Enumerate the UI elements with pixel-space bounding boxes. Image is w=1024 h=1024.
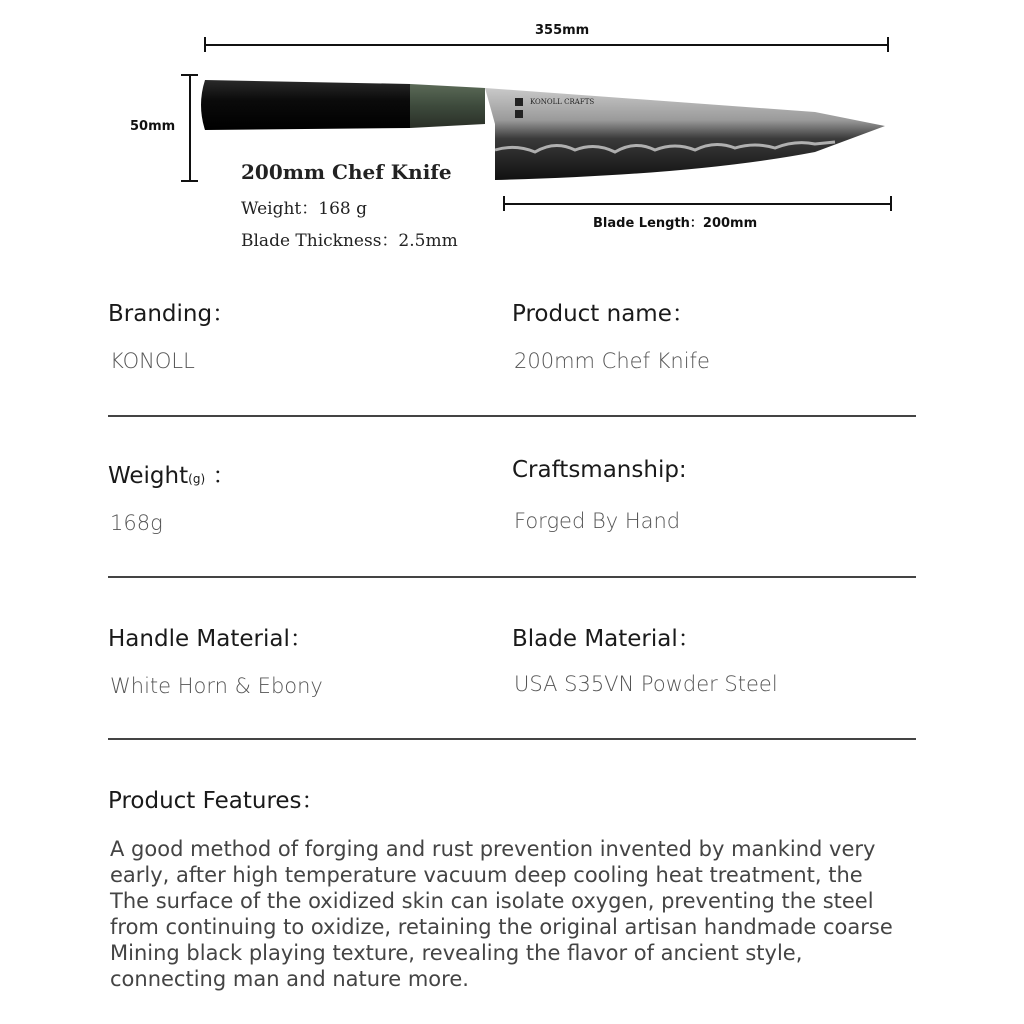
divider-3 [108, 738, 916, 740]
product-name-value: 200mm Chef Knife [514, 349, 710, 373]
features-line: connecting man and nature more. [110, 967, 469, 991]
branding-label: Branding： [108, 301, 236, 327]
weight-label: Weight(g) ： [108, 463, 236, 489]
height-label: 50mm [130, 119, 176, 134]
product-name-label: Product name： [512, 301, 695, 327]
blade-length-label: Blade Length：200mm [593, 216, 758, 231]
features-label: Product Features： [108, 788, 325, 814]
features-line: early, after high temperature vacuum deep cooling heat treatment, the [110, 863, 863, 887]
weight-unit: (g) [188, 472, 206, 486]
handle-material-value: White Horn & Ebony [110, 674, 323, 698]
features-line: Mining black playing texture, revealing the flavor of ancient style, [110, 941, 803, 965]
features-line: A good method of forging and rust prevention invented by mankind very [110, 837, 876, 861]
blade-material-label: Blade Material： [512, 626, 701, 652]
divider-1 [108, 415, 916, 417]
blade-material-value: USA S35VN Powder Steel [514, 672, 778, 696]
features-line: from continuing to oxidize, retaining the original artisan handmade coarse [110, 915, 893, 939]
weight-value: 168g [110, 511, 163, 535]
svg-text:KONOLL CRAFTS: KONOLL CRAFTS [530, 98, 595, 106]
summary-title: 200mm Chef Knife [241, 160, 452, 184]
handle-ebony [201, 80, 410, 130]
craftsmanship-value: Forged By Hand [514, 509, 681, 533]
features-text [110, 836, 930, 992]
features-line: The surface of the oxidized skin can isolate oxygen, preventing the steel [110, 889, 874, 913]
branding-value: KONOLL [110, 349, 195, 373]
handle-horn [410, 84, 485, 128]
summary-weight: Weight：168 g [241, 199, 367, 219]
divider-2 [108, 576, 916, 578]
length-label: 355mm [535, 23, 590, 38]
summary-thickness: Blade Thickness：2.5mm [241, 231, 458, 251]
craftsmanship-label: Craftsmanship: [512, 457, 687, 483]
handle-material-label: Handle Material： [108, 626, 313, 652]
